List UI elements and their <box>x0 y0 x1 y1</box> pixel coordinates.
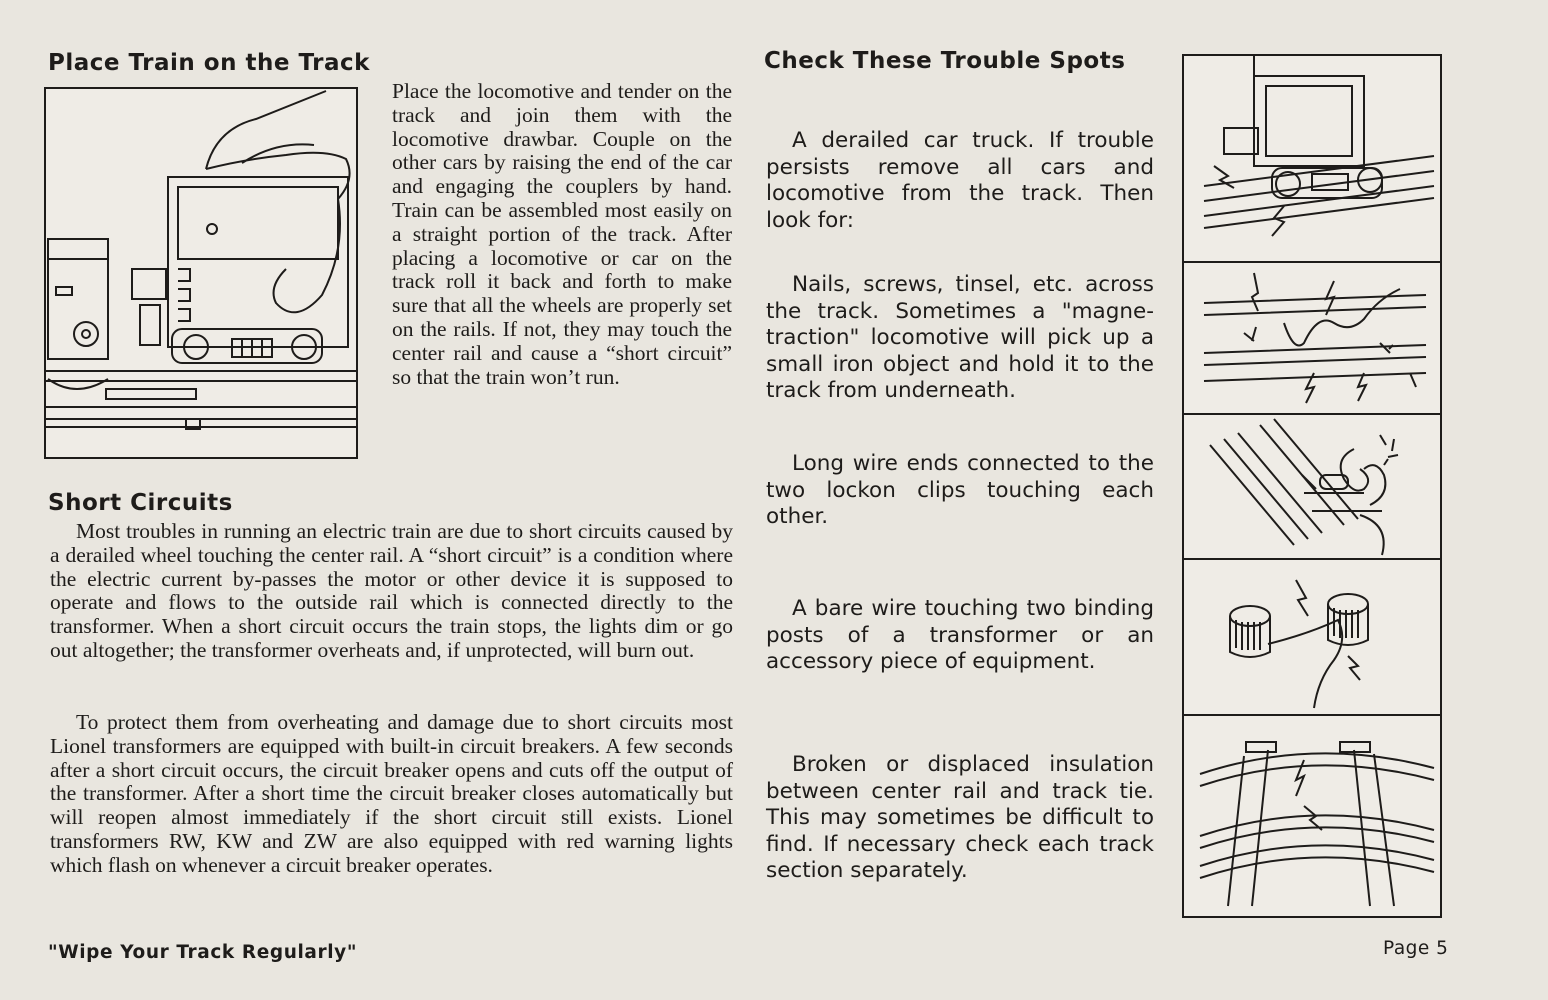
binding-posts-icon <box>1184 560 1440 716</box>
broken-insulation-icon <box>1184 716 1440 916</box>
section-heading-short-circuits: Short Circuits <box>48 490 233 516</box>
page-number: Page 5 <box>1383 938 1449 959</box>
place-train-paragraph: Place the locomotive and tender on the track and join them with the locomotive drawbar. Couple on the other cars by raising the end of the car and engaging the couplers by hand. Train can be assembled most easily on a straight portion of the track. After placing a locomotive or car on the track roll it back and forth to make sure that all the wheels are properly set on the rails. If not, they may touch the center rail and cause a “short circuit” so that the train won’t run. <box>392 79 732 389</box>
trouble-item: Long wire ends connected to the two lockon clips touching each other. <box>766 451 1154 529</box>
trouble-illustrations-panel <box>1182 54 1442 918</box>
trouble-item: A derailed car truck. If trouble persists remove all cars and locomotive from the track. Then look for: <box>766 128 1154 233</box>
section-heading-trouble-spots: Check These Trouble Spots <box>764 48 1126 74</box>
footer-slogan: "Wipe Your Track Regularly" <box>48 942 358 963</box>
short-circuits-paragraph-2: To protect them from overheating and damage due to short circuits most Lionel transformers are equipped with built-in circuit breakers. A few seconds after a short circuit occurs, the circuit breaker opens and cuts off the output of the transformer. After a short time the circuit breaker closes automatically but will reopen almost immediately if the short circuit still exists. Lionel transformers RW, KW and ZW are also equipped with red warning lights which flash on whenever a circuit breaker operates. <box>50 710 733 877</box>
trouble-item: Broken or displaced insulation between center rail and track tie. This may sometimes be difficult to find. If necessary check each track section separately. <box>766 752 1154 883</box>
lockon-wires-icon <box>1184 415 1440 560</box>
short-circuits-paragraph-1: Most troubles in running an electric train are due to short circuits caused by a derailed wheel touching the center rail. A “short circuit” is a condition where the electric current by-passes the motor or other device it is supposed to operate and flows to the outside rail which is connected directly to the transformer. When a short circuit occurs the train stops, the lights dim or go out altogether; the transformer overheats and, if unprotected, will burn out. <box>50 519 733 662</box>
derailed-truck-icon <box>1184 56 1440 263</box>
trouble-item: A bare wire touching two binding posts of a transformer or an accessory piece of equipment. <box>766 596 1154 674</box>
debris-on-track-icon <box>1184 263 1440 415</box>
section-heading-place-train: Place Train on the Track <box>48 50 370 76</box>
train-on-track-illustration <box>44 87 358 459</box>
trouble-item: Nails, screws, tinsel, etc. across the track. Sometimes a "magne-traction" locomotive will pick up a small iron object and hold it to the track from underneath. <box>766 272 1154 403</box>
